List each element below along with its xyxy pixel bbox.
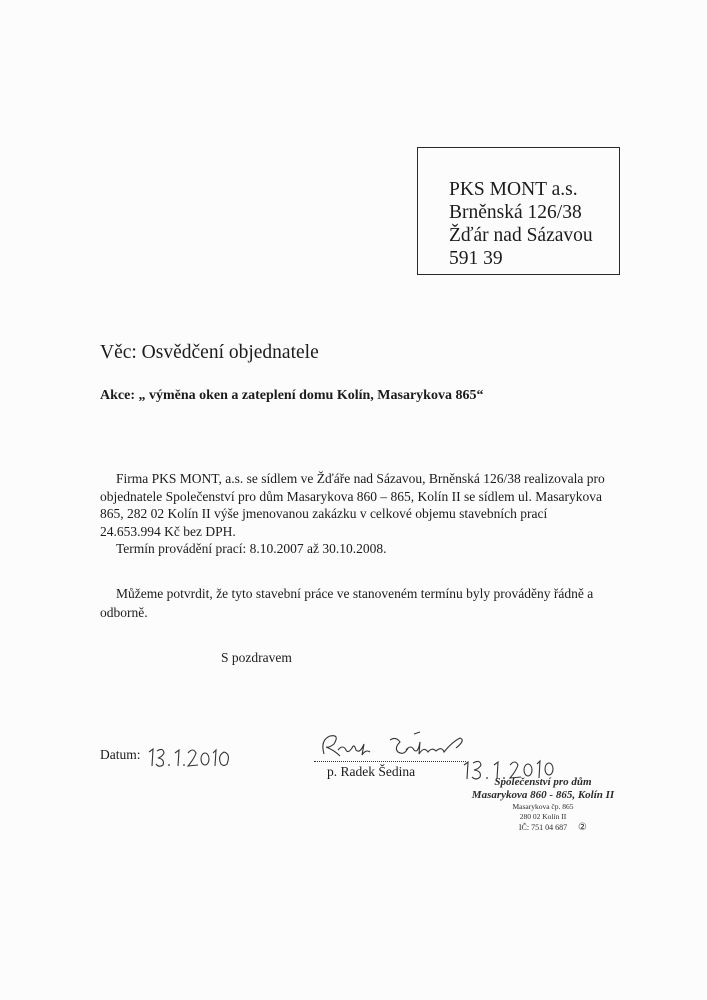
confirmation-line: Můžeme potvrdit, že tyto stavební práce ve stanoveném termínu byly prováděny řádně a [116,586,594,601]
recipient-name: PKS MONT a.s. [449,179,578,200]
body-paragraph [100,470,620,558]
confirmation-paragraph [100,584,593,622]
action-line: Akce: „ výměna oken a zateplení domu Kolín, Masarykova 865“ [100,388,484,403]
recipient-address [449,178,593,270]
body-line: Firma PKS MONT, a.s. se sídlem ve Žďáře nad Sázavou, Brněnská 126/38 realizovala pro [116,471,605,486]
recipient-zip: 591 39 [449,248,503,269]
greeting: S pozdravem [221,650,292,665]
body-line: 24.653.994 Kč bez DPH. [100,523,236,539]
signature [316,728,471,762]
body-line: objednatele Společenství pro dům Masarykova 860 – 865, Kolín II se sídlem ul. Masarykova [100,488,603,504]
recipient-address-box [417,147,620,275]
confirmation-line: odborně. [100,605,148,620]
date-label: Datum: [100,747,141,762]
stamp-circle-icon: ② [578,822,587,833]
recipient-city: Žďár nad Sázavou [449,225,593,246]
company-stamp [463,776,623,833]
letter-subject: Věc: Osvědčení objednatele [100,342,319,363]
body-line: 865, 282 02 Kolín II výše jmenovanou zakázku v celkové objemu stavebních prací [100,506,548,521]
stamp-line: IČ: 751 04 687 [518,823,568,832]
recipient-street: Brněnská 126/38 [449,202,582,223]
stamp-line: 280 02 Kolín II [519,812,567,821]
signature-line [314,761,466,762]
signer-name: p. Radek Šedina [327,764,416,779]
stamp-line: Masarykova čp. 865 [512,802,574,811]
stamp-line: Masarykova 860 - 865, Kolín II [471,789,615,801]
handwritten-date-1 [146,744,236,770]
stamp-line: Společenství pro dům [494,776,592,788]
term-line: Termín provádění prací: 8.10.2007 až 30.10.2008. [116,541,387,556]
